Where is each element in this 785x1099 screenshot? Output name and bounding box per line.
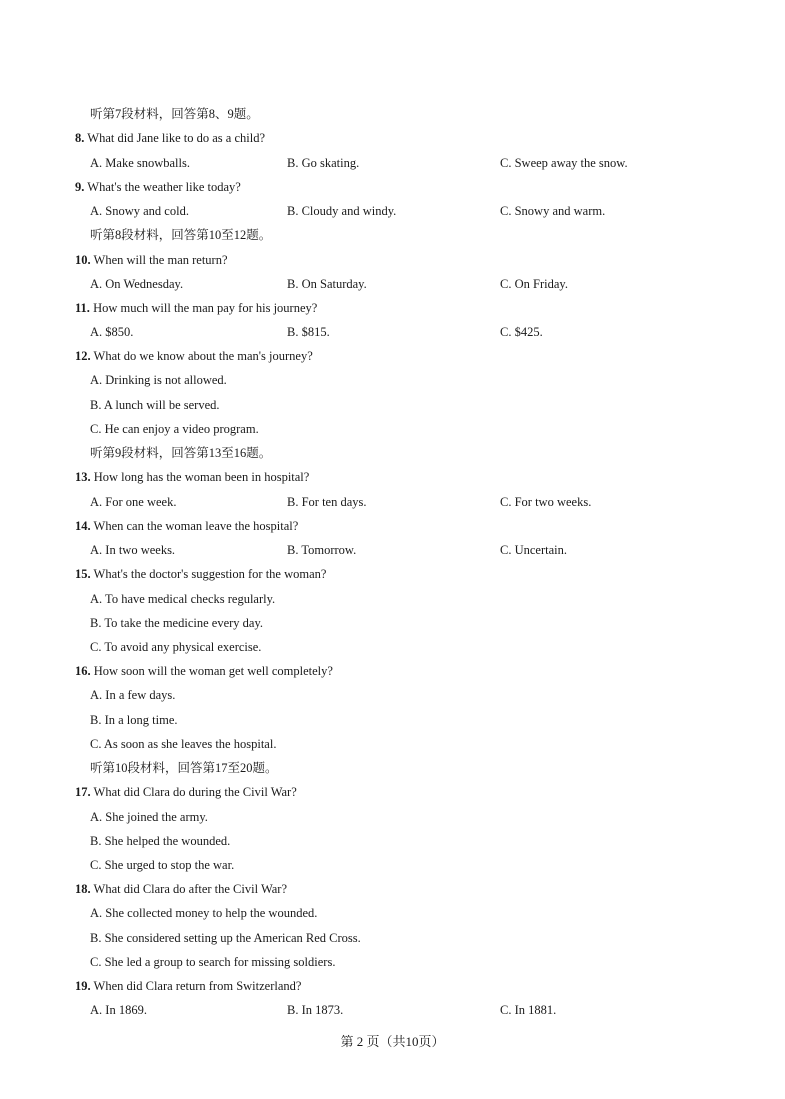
question-text: When did Clara return from Switzerland? [93, 979, 302, 993]
question-18 [75, 881, 287, 897]
question-number: 11. [75, 301, 90, 315]
option-c: C. $425. [500, 325, 543, 339]
option-b: B. She considered setting up the American Red Cross. [90, 931, 361, 945]
section-heading: 听第8段材料，回答第10至12题。 [90, 228, 272, 242]
question-number: 13. [75, 470, 91, 484]
question-text: How long has the woman been in hospital? [93, 470, 310, 484]
option-b: B. A lunch will be served. [90, 398, 220, 412]
option-b: B. In a long time. [90, 713, 178, 727]
question-number: 8. [75, 131, 85, 145]
option-a: A. Drinking is not allowed. [90, 373, 227, 387]
question-12 [75, 348, 313, 364]
option-c: C. He can enjoy a video program. [90, 422, 259, 436]
question-number: 15. [75, 567, 91, 581]
option-c: C. Uncertain. [500, 543, 567, 557]
option-a: A. In a few days. [90, 688, 176, 702]
option-b: B. Cloudy and windy. [287, 204, 397, 218]
question-text: What's the doctor's suggestion for the woman? [93, 567, 327, 581]
option-b: B. In 1873. [287, 1003, 344, 1017]
option-c: C. She urged to stop the war. [90, 858, 235, 872]
question-14 [75, 518, 298, 534]
question-number: 16. [75, 664, 91, 678]
option-a: A. To have medical checks regularly. [90, 592, 276, 606]
question-text: What did Clara do during the Civil War? [93, 785, 297, 799]
question-number: 18. [75, 882, 91, 896]
option-a: A. On Wednesday. [90, 277, 184, 291]
question-text: What's the weather like today? [87, 180, 241, 194]
question-9 [75, 179, 241, 195]
question-text: What did Jane like to do as a child? [87, 131, 266, 145]
question-text: What did Clara do after the Civil War? [93, 882, 288, 896]
option-a: A. For one week. [90, 495, 177, 509]
question-17 [75, 784, 297, 800]
question-number: 14. [75, 519, 91, 533]
option-c: C. Snowy and warm. [500, 204, 606, 218]
question-text: How much will the man pay for his journey? [93, 301, 318, 315]
option-a: A. In two weeks. [90, 543, 176, 557]
option-c: C. As soon as she leaves the hospital. [90, 737, 277, 751]
option-b: B. Go skating. [287, 156, 360, 170]
question-number: 10. [75, 253, 91, 267]
option-c: C. On Friday. [500, 277, 568, 291]
question-11 [75, 300, 317, 316]
question-number: 9. [75, 180, 85, 194]
option-b: B. To take the medicine every day. [90, 616, 264, 630]
question-text: What do we know about the man's journey? [93, 349, 313, 363]
option-b: B. $815. [287, 325, 330, 339]
question-10 [75, 252, 228, 268]
question-text: When will the man return? [93, 253, 228, 267]
option-b: B. For ten days. [287, 495, 367, 509]
option-a: A. In 1869. [90, 1003, 147, 1017]
option-c: C. She led a group to search for missing soldiers. [90, 955, 336, 969]
option-a: A. Snowy and cold. [90, 204, 189, 218]
question-19 [75, 978, 301, 994]
question-text: How soon will the woman get well completely? [93, 664, 333, 678]
section-heading: 听第9段材料，回答第13至16题。 [90, 446, 272, 460]
option-b: B. On Saturday. [287, 277, 367, 291]
question-15 [75, 566, 326, 582]
option-a: A. She collected money to help the wounded. [90, 906, 318, 920]
option-a: A. She joined the army. [90, 810, 208, 824]
option-a: A. $850. [90, 325, 134, 339]
question-16 [75, 663, 333, 679]
option-c: C. For two weeks. [500, 495, 592, 509]
section-heading: 听第7段材料，回答第8、9题。 [90, 107, 259, 121]
question-8 [75, 130, 265, 146]
question-number: 17. [75, 785, 91, 799]
question-number: 12. [75, 349, 91, 363]
option-c: C. Sweep away the snow. [500, 156, 628, 170]
question-13 [75, 469, 309, 485]
option-a: A. Make snowballs. [90, 156, 190, 170]
option-c: C. To avoid any physical exercise. [90, 640, 262, 654]
section-heading: 听第10段材料，回答第17至20题。 [90, 761, 278, 775]
page-footer: 第 2 页（共10页） [340, 1034, 445, 1049]
option-b: B. Tomorrow. [287, 543, 357, 557]
option-b: B. She helped the wounded. [90, 834, 231, 848]
option-c: C. In 1881. [500, 1003, 557, 1017]
question-number: 19. [75, 979, 91, 993]
question-text: When can the woman leave the hospital? [93, 519, 299, 533]
